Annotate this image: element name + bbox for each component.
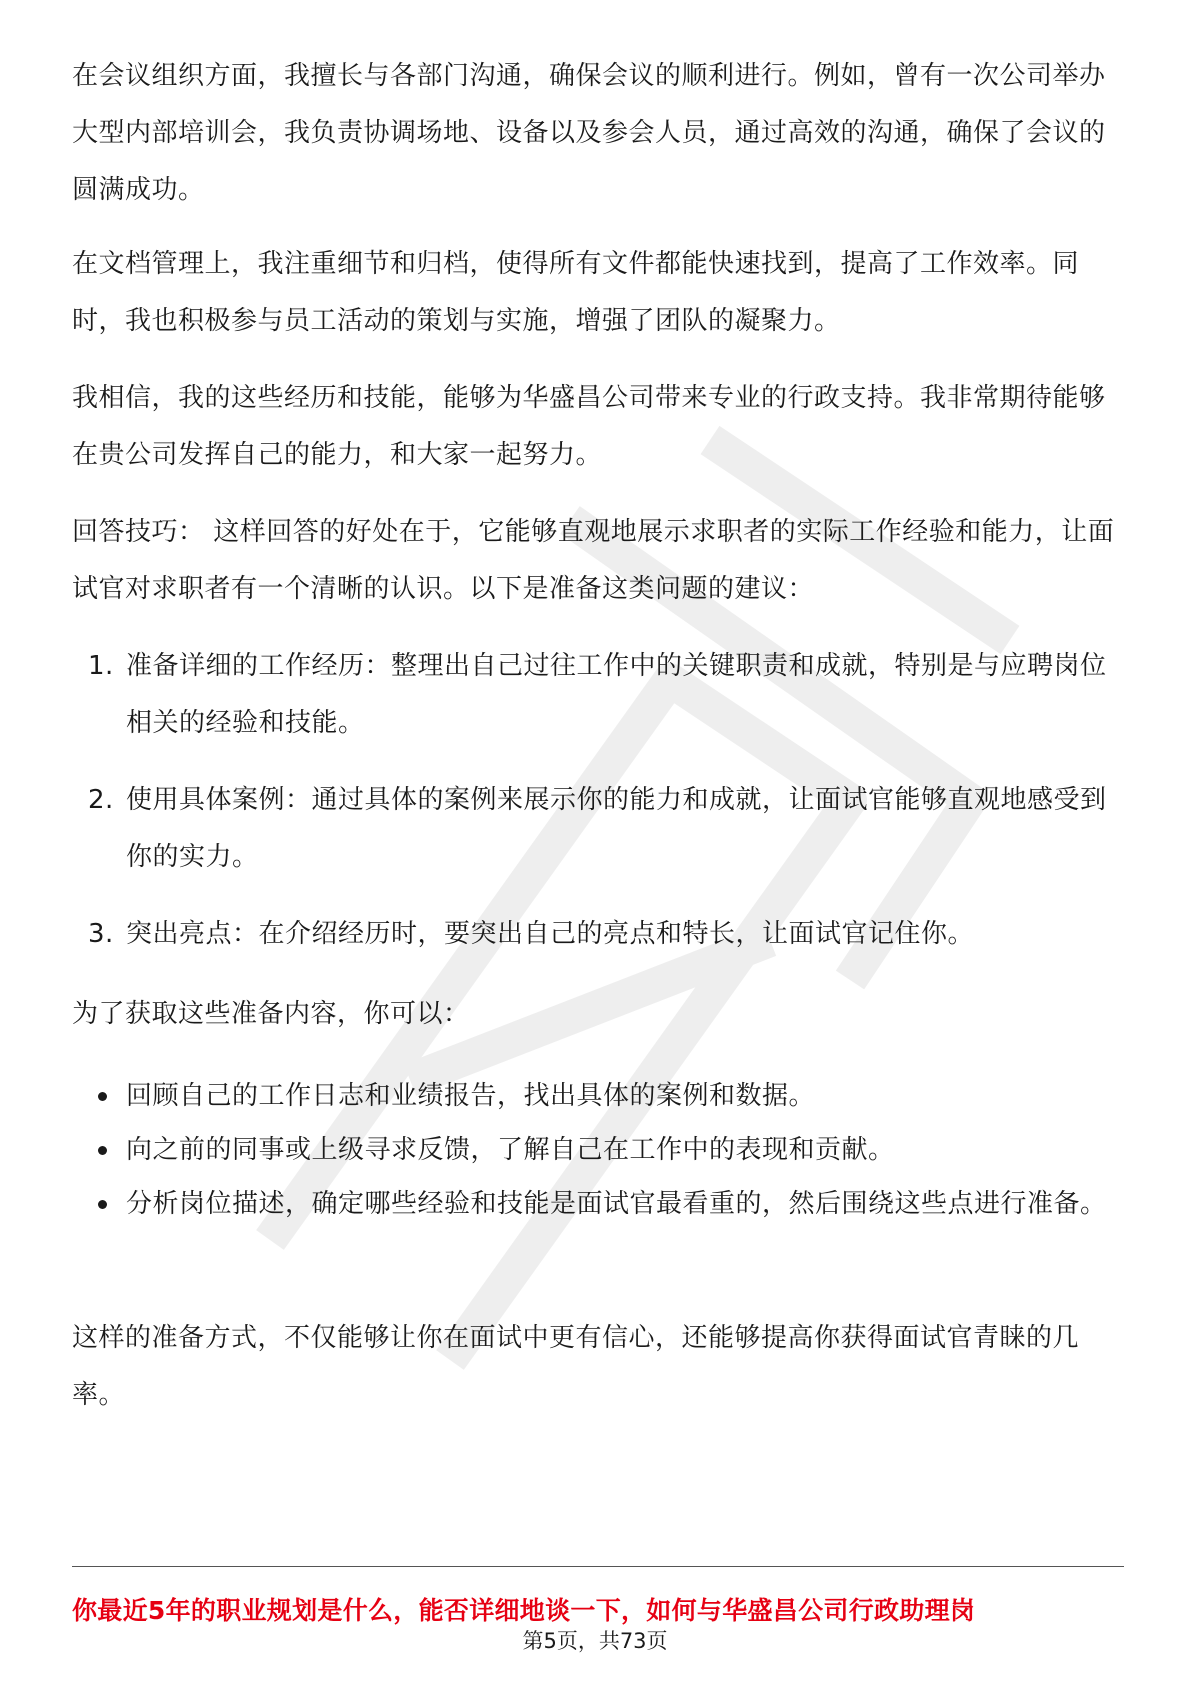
paragraph-meeting-organization: 在会议组织方面，我擅长与各部门沟通，确保会议的顺利进行。例如，曾有一次公司举办大型内部培训会，我负责协调场地、设备以及参会人员，通过高效的沟通，确保了会议的圆满成功。 <box>72 61 1106 205</box>
list-number: 2. <box>88 785 114 815</box>
page-number: 第5页，共73页 <box>522 1629 668 1653</box>
list-number: 1. <box>88 651 114 681</box>
bullet-item-2 <box>72 1122 1120 1179</box>
list-item-text: 突出亮点：在介绍经历时，要突出自己的亮点和特长，让面试官记住你。 <box>126 919 975 949</box>
next-question-heading: 你最近5年的职业规划是什么，能否详细地谈一下，如何与华盛昌公司行政助理岗 <box>72 1596 976 1625</box>
bullet-dot-icon <box>98 1200 107 1209</box>
section-divider <box>72 1566 1124 1567</box>
numbered-item-2 <box>72 772 1120 886</box>
list-item-text: 向之前的同事或上级寻求反馈，了解自己在工作中的表现和贡献。 <box>126 1135 895 1165</box>
list-item-text: 分析岗位描述，确定哪些经验和技能是面试官最看重的，然后围绕这些点进行准备。 <box>126 1189 1107 1219</box>
bullet-item-1 <box>72 1068 1120 1125</box>
paragraph-answer-tips: 回答技巧： 这样回答的好处在于，它能够直观地展示求职者的实际工作经验和能力，让面试官对求职者有一个清晰的认识。以下是准备这类问题的建议： <box>72 517 1115 604</box>
paragraph-prep-intro: 为了获取这些准备内容，你可以： <box>72 999 470 1029</box>
list-number: 3. <box>88 919 114 949</box>
list-item-text: 使用具体案例：通过具体的案例来展示你的能力和成就，让面试官能够直观地感受到你的实力。 <box>126 785 1107 872</box>
bullet-dot-icon <box>98 1146 107 1155</box>
bullet-dot-icon <box>98 1092 107 1101</box>
paragraph-document-management: 在文档管理上，我注重细节和归档，使得所有文件都能快速找到，提高了工作效率。同时，我也积极参与员工活动的策划与实施，增强了团队的凝聚力。 <box>72 249 1080 336</box>
list-item-text: 回顾自己的工作日志和业绩报告，找出具体的案例和数据。 <box>126 1081 816 1111</box>
bullet-item-3 <box>72 1176 1120 1233</box>
list-item-text: 准备详细的工作经历：整理出自己过往工作中的关键职责和成就，特别是与应聘岗位相关的经验和技能。 <box>126 651 1107 738</box>
paragraph-belief: 我相信，我的这些经历和技能，能够为华盛昌公司带来专业的行政支持。我非常期待能够在贵公司发挥自己的能力，和大家一起努力。 <box>72 383 1106 470</box>
numbered-item-3 <box>72 906 1120 963</box>
paragraph-closing: 这样的准备方式，不仅能够让你在面试中更有信心，还能够提高你获得面试官青睐的几率。 <box>72 1323 1080 1410</box>
numbered-item-1 <box>72 638 1120 752</box>
